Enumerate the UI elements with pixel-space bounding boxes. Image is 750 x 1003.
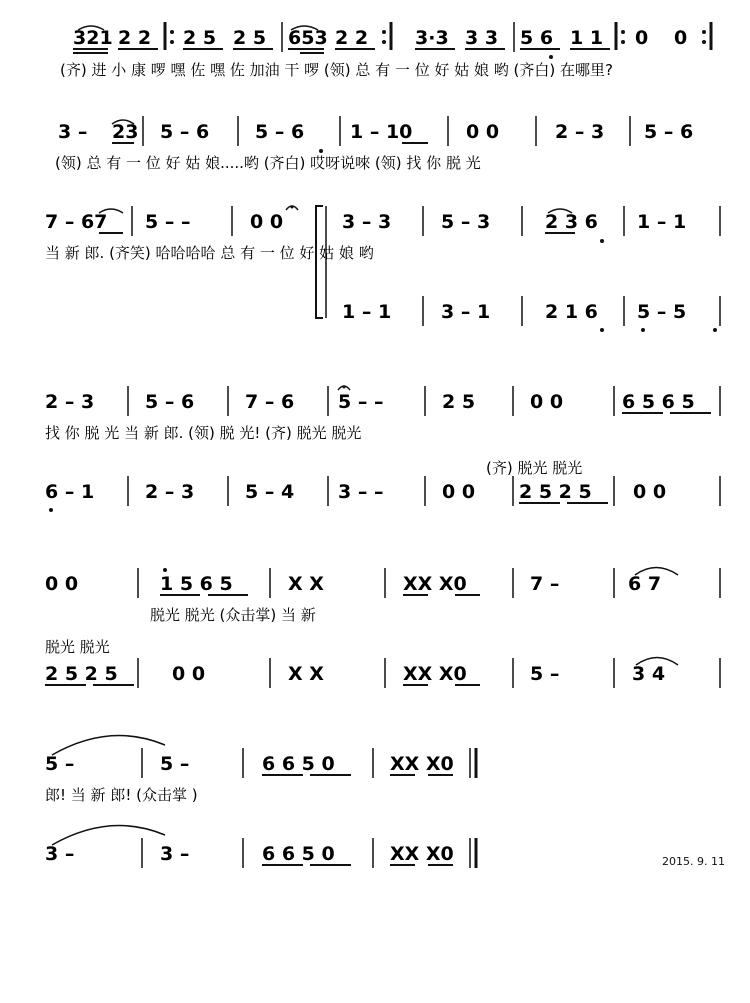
svg-text:X X: X X bbox=[288, 573, 324, 595]
svg-text:2 5: 2 5 bbox=[233, 27, 267, 49]
svg-text:653: 653 bbox=[288, 27, 328, 49]
svg-text:3 – –: 3 – – bbox=[338, 481, 384, 503]
svg-text:5 –: 5 – bbox=[45, 753, 75, 775]
svg-text:XX X0: XX X0 bbox=[403, 573, 467, 595]
svg-text:1 – 1: 1 – 1 bbox=[342, 301, 392, 323]
svg-text:2 – 3: 2 – 3 bbox=[45, 391, 95, 413]
svg-text:6 5 6 5: 6 5 6 5 bbox=[622, 391, 695, 413]
svg-text:6 6 5 0: 6 6 5 0 bbox=[262, 753, 335, 775]
svg-text:1 1: 1 1 bbox=[570, 27, 604, 49]
svg-text:3 – 1: 3 – 1 bbox=[441, 301, 491, 323]
lyrics-line-5: 脱光 脱光 (众击掌) 当 新 bbox=[150, 606, 316, 624]
system-4 bbox=[45, 386, 720, 513]
svg-text:X X: X X bbox=[288, 663, 324, 685]
svg-text:2 5: 2 5 bbox=[442, 391, 476, 413]
svg-text:0 0: 0 0 bbox=[633, 481, 667, 503]
svg-text:1 5 6 5: 1 5 6 5 bbox=[160, 573, 233, 595]
svg-text:6 7: 6 7 bbox=[628, 573, 662, 595]
svg-text:3 4: 3 4 bbox=[632, 663, 666, 685]
svg-text:5 – 6: 5 – 6 bbox=[145, 391, 195, 413]
svg-text:XX X0: XX X0 bbox=[390, 753, 454, 775]
date-stamp: 2015. 9. 11 bbox=[662, 855, 725, 868]
svg-text:7 –: 7 – bbox=[530, 573, 560, 595]
system-2 bbox=[58, 116, 693, 153]
svg-text:0 0: 0 0 bbox=[172, 663, 206, 685]
system-3 bbox=[45, 206, 720, 333]
lyrics-line-4: 找 你 脱 光 当 新 郎. (领) 脱 光! (齐) 脱光 脱光 bbox=[45, 424, 362, 442]
svg-text:3·3: 3·3 bbox=[415, 27, 449, 49]
svg-text:6 – 1: 6 – 1 bbox=[45, 481, 95, 503]
lyrics-line-6: 郎! 当 新 郎! (众击掌 ) bbox=[45, 786, 198, 804]
svg-text:2 2: 2 2 bbox=[335, 27, 369, 49]
svg-text:0 0: 0 0 bbox=[442, 481, 476, 503]
svg-text:5 – –: 5 – – bbox=[338, 391, 384, 413]
svg-text:0 0: 0 0 bbox=[466, 121, 500, 143]
lyrics-line-4b: (齐) 脱光 脱光 bbox=[486, 459, 583, 477]
svg-text:0 0: 0 0 bbox=[45, 573, 79, 595]
svg-text:2 – 3: 2 – 3 bbox=[555, 121, 605, 143]
svg-text:3 –: 3 – bbox=[45, 843, 75, 865]
lyrics-line-1: (齐) 进 小 康 啰 嘿 佐 嘿 佐 加油 干 啰 (领) 总 有 一 位 好 姑 娘 哟 (齐白) 在哪里? bbox=[60, 61, 613, 79]
svg-text:7 – 67: 7 – 67 bbox=[45, 211, 108, 233]
svg-text:0: 0 bbox=[635, 27, 649, 49]
svg-text:2 1 6: 2 1 6 bbox=[545, 301, 598, 323]
svg-text:2 – 3: 2 – 3 bbox=[145, 481, 195, 503]
svg-text:2 5: 2 5 bbox=[183, 27, 217, 49]
svg-text:0: 0 bbox=[674, 27, 688, 49]
svg-text:5 – –: 5 – – bbox=[145, 211, 191, 233]
system-1 bbox=[73, 22, 711, 59]
svg-text:2 3 6: 2 3 6 bbox=[545, 211, 598, 233]
note-group: 321 bbox=[73, 27, 113, 49]
svg-text:3 –: 3 – bbox=[160, 843, 190, 865]
system-5 bbox=[45, 568, 720, 689]
svg-text:23: 23 bbox=[112, 121, 139, 143]
svg-text:3 3: 3 3 bbox=[465, 27, 499, 49]
svg-text:7 – 6: 7 – 6 bbox=[245, 391, 295, 413]
svg-text:5 – 5: 5 – 5 bbox=[637, 301, 687, 323]
svg-text:5 – 6: 5 – 6 bbox=[255, 121, 305, 143]
svg-text:5 6: 5 6 bbox=[520, 27, 554, 49]
svg-text:0 0: 0 0 bbox=[530, 391, 564, 413]
lyrics-line-3: 当 新 郎. (齐笑) 哈哈哈哈 总 有 一 位 好 姑 娘 哟 bbox=[45, 244, 374, 262]
svg-text:1 – 10: 1 – 10 bbox=[350, 121, 413, 143]
svg-text:3 –: 3 – bbox=[58, 121, 88, 143]
svg-text:1 – 1: 1 – 1 bbox=[637, 211, 687, 233]
svg-text:2 5 2 5: 2 5 2 5 bbox=[45, 663, 118, 685]
svg-text:XX X0: XX X0 bbox=[403, 663, 467, 685]
svg-text:0 0: 0 0 bbox=[250, 211, 284, 233]
svg-text:5 –: 5 – bbox=[160, 753, 190, 775]
svg-text:5 – 4: 5 – 4 bbox=[245, 481, 295, 503]
svg-text:5 – 6: 5 – 6 bbox=[644, 121, 694, 143]
svg-text:XX X0: XX X0 bbox=[390, 843, 454, 865]
svg-text:6 6 5 0: 6 6 5 0 bbox=[262, 843, 335, 865]
svg-text:5 –: 5 – bbox=[530, 663, 560, 685]
svg-text:5 – 3: 5 – 3 bbox=[441, 211, 491, 233]
lyrics-line-2: (领) 总 有 一 位 好 姑 娘.....哟 (齐白) 哎呀说唻 (领) 找 你 脱 光 bbox=[55, 154, 481, 172]
svg-text:5 – 6: 5 – 6 bbox=[160, 121, 210, 143]
lyrics-line-5b: 脱光 脱光 bbox=[45, 638, 110, 656]
svg-text:2 5 2 5: 2 5 2 5 bbox=[519, 481, 592, 503]
svg-text:3 – 3: 3 – 3 bbox=[342, 211, 392, 233]
note-group: 2 2 bbox=[118, 27, 152, 49]
system-bracket bbox=[316, 206, 323, 318]
